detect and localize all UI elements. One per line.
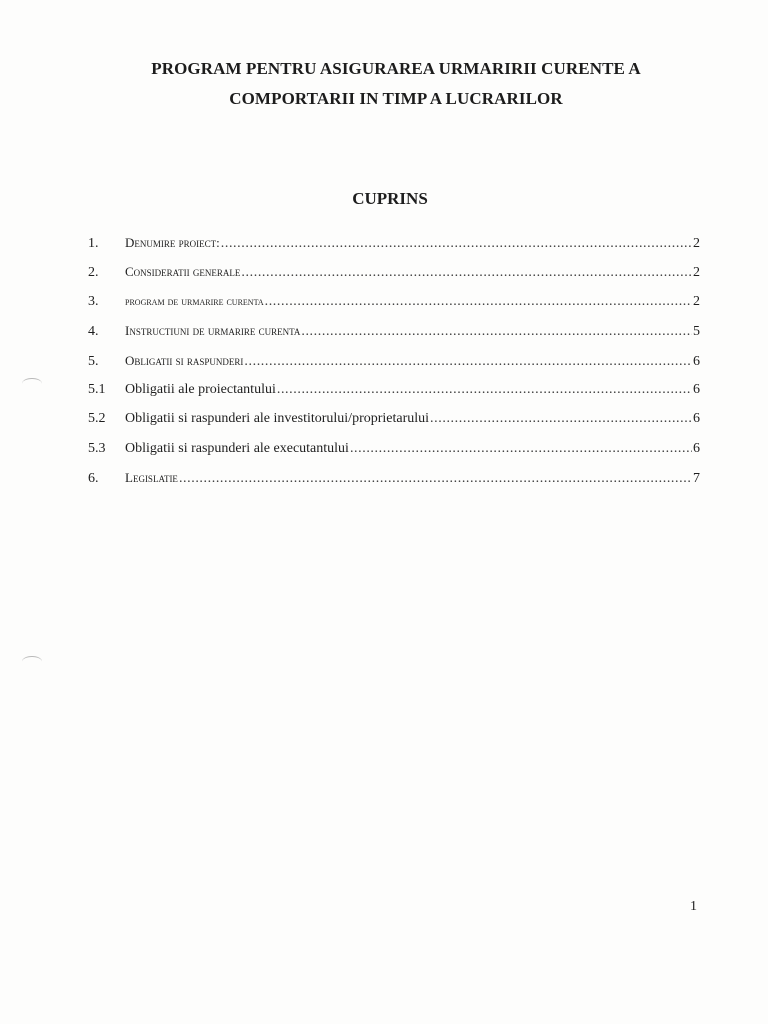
toc-entry-number: 5.3 [88, 440, 106, 456]
document-title-line-2: COMPORTARII IN TIMP A LUCRARILOR [229, 89, 563, 108]
toc-entry-5-3[interactable] [88, 441, 700, 470]
toc-entry-label: Legislatie [125, 470, 178, 486]
hole-punch-mark [22, 656, 42, 667]
toc-entry-number: 3. [88, 293, 99, 309]
toc-entry-1[interactable] [88, 235, 700, 264]
toc-entry-number: 4. [88, 324, 99, 340]
toc-entry-page: 2 [693, 293, 700, 309]
toc-entry-6[interactable] [88, 470, 700, 499]
toc-entry-label: Obligatii si raspunderi [125, 352, 244, 368]
toc-entry-5-1[interactable] [88, 382, 700, 411]
toc-entry-label: Obligatii si raspunderi ale investitorului/proprietarului [125, 411, 430, 427]
table-of-contents [88, 235, 700, 500]
toc-entry-number: 5.1 [88, 381, 106, 397]
toc-entry-2[interactable] [88, 264, 700, 293]
toc-entry-number: 1. [88, 236, 99, 251]
toc-entry-label: Denumire proiect: [125, 235, 220, 250]
toc-entry-page: 6 [693, 411, 700, 427]
toc-entry-number: 2. [88, 265, 99, 281]
toc-entry-page: 5 [693, 324, 700, 340]
document-title-line-1: PROGRAM PENTRU ASIGURAREA URMARIRII CURENTE A [151, 59, 641, 78]
toc-entry-page: 7 [693, 471, 700, 487]
toc-leader-dots [221, 236, 692, 252]
toc-entry-page: 6 [693, 381, 700, 397]
toc-entry-page: 6 [693, 440, 700, 456]
page-number: 1 [690, 899, 697, 914]
hole-punch-mark [22, 378, 42, 389]
toc-leader-dots [244, 354, 692, 370]
toc-entry-label: Consideratii generale [125, 264, 241, 280]
toc-entry-number: 5. [88, 353, 99, 369]
toc-entry-label: program de urmarire curenta [125, 293, 264, 308]
toc-leader-dots [265, 294, 692, 310]
toc-leader-dots [241, 265, 692, 281]
toc-entry-label: Instructiuni de urmarire curenta [125, 323, 301, 339]
toc-leader-dots [430, 411, 692, 427]
toc-entry-page: 2 [693, 236, 700, 251]
toc-leader-dots [277, 382, 692, 398]
toc-entry-3[interactable] [88, 294, 700, 323]
toc-entry-5-2[interactable] [88, 411, 700, 440]
toc-entry-page: 2 [693, 265, 700, 281]
toc-heading: CUPRINS [352, 189, 428, 208]
toc-entry-page: 6 [693, 353, 700, 369]
toc-entry-5[interactable] [88, 353, 700, 382]
toc-entry-label: Obligatii si raspunderi ale executantului [125, 440, 349, 456]
toc-leader-dots [350, 441, 692, 457]
toc-entry-number: 6. [88, 471, 99, 487]
toc-entry-label: Obligatii ale proiectantului [125, 381, 276, 397]
toc-entry-number: 5.2 [88, 411, 106, 427]
toc-leader-dots [179, 471, 692, 487]
toc-leader-dots [301, 324, 692, 340]
toc-entry-4[interactable] [88, 323, 700, 352]
